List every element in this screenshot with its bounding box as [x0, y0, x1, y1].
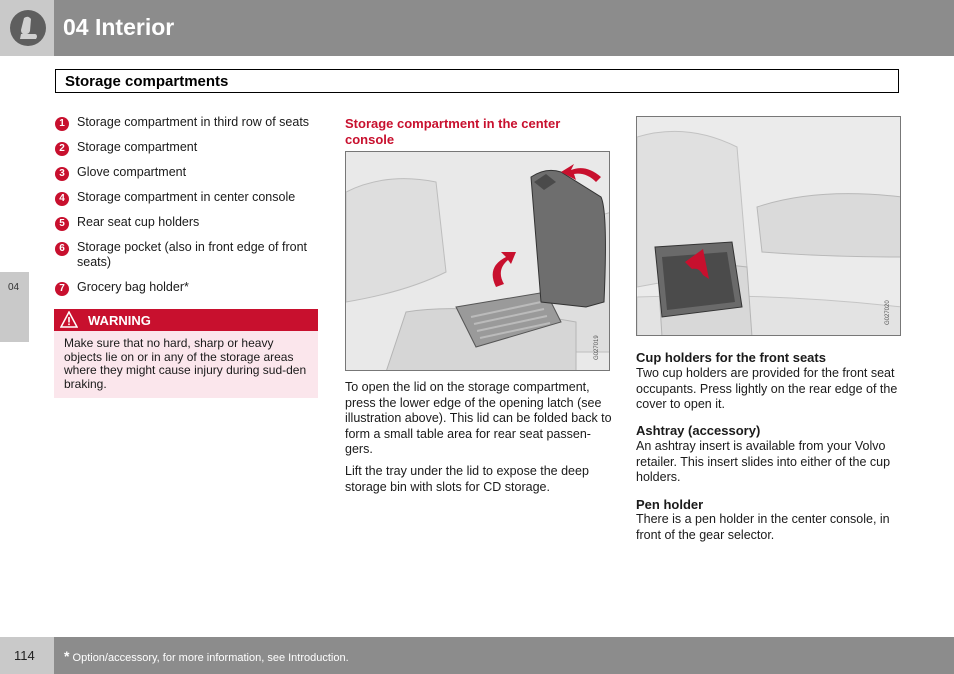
cup-holders-text: Two cup holders are provided for the front seat occupants. Press lightly on the rear edge of the cover to open it. [636, 366, 898, 411]
list-item [55, 280, 320, 295]
list-number-badge: 6 [55, 242, 69, 256]
pen-holder-text: There is a pen holder in the center console, in front of the gear selector. [636, 512, 890, 542]
footnote-asterisk: * [64, 648, 70, 664]
ashtray-text: An ashtray insert is available from your Volvo retailer. This insert slides into either of the cup holders. [636, 439, 891, 484]
page-footer [0, 637, 954, 674]
list-item [55, 190, 320, 205]
cup-holders-heading: Cup holders for the front seats [636, 350, 826, 365]
list-item-text: Storage compartment in center console [77, 190, 296, 204]
page-number-box [0, 637, 54, 674]
footnote-text: Option/accessory, for more information, see Introduction. [72, 652, 349, 664]
seat-icon [10, 10, 46, 46]
list-number-badge: 1 [55, 117, 69, 131]
center-console-illustration [345, 151, 610, 371]
list-item [55, 140, 320, 155]
warning-box [54, 309, 318, 398]
list-item-text: Storage compartment in third row of seats [77, 115, 310, 129]
page-header [0, 0, 954, 56]
list-number-badge: 4 [55, 192, 69, 206]
list-item [55, 115, 320, 130]
list-item [55, 240, 320, 270]
chapter-title: 04 Interior [63, 14, 175, 40]
list-item-text: Rear seat cup holders [77, 215, 200, 229]
warning-header [54, 309, 318, 331]
footnote [64, 648, 349, 664]
warning-text: Make sure that no hard, sharp or heavy objects lie on or in any of the storage areas where they might cause injury during sud-den braking. [64, 336, 307, 391]
list-number-badge: 3 [55, 167, 69, 181]
list-number-badge: 2 [55, 142, 69, 156]
list-item-text: Storage compartment [77, 140, 198, 154]
list-item-text: Storage pocket (also in front edge of front seats) [77, 240, 307, 269]
image-code: G027020 [885, 300, 891, 325]
storage-list [55, 115, 320, 305]
cup-holder-illustration [636, 116, 901, 336]
list-number-badge: 7 [55, 282, 69, 296]
page-number: 114 [14, 648, 35, 663]
pen-holder-heading: Pen holder [636, 497, 704, 512]
warning-title: WARNING [88, 313, 151, 328]
center-console-paragraph-2: Lift the tray under the lid to expose the deep storage bin with slots for CD storage. [345, 464, 589, 494]
side-tab-label: 04 [8, 282, 20, 293]
image-code: G027019 [594, 335, 600, 360]
list-item [55, 215, 320, 230]
warning-triangle-icon [60, 311, 78, 328]
list-item [55, 165, 320, 180]
center-console-heading: Storage compartment in the center console [345, 116, 561, 147]
section-title: Storage compartments [65, 73, 229, 90]
ashtray-heading: Ashtray (accessory) [636, 423, 761, 438]
chapter-side-tab[interactable] [0, 272, 29, 342]
chapter-icon-box [0, 0, 54, 56]
section-title-bar [55, 69, 899, 93]
list-item-text: Grocery bag holder* [77, 280, 189, 294]
center-console-paragraph-1: To open the lid on the storage compartment, press the lower edge of the opening latch (see illustration above). This lid can be folded back to form a small table area for rear seat passen-gers. [345, 380, 612, 456]
list-number-badge: 5 [55, 217, 69, 231]
list-item-text: Glove compartment [77, 165, 187, 179]
